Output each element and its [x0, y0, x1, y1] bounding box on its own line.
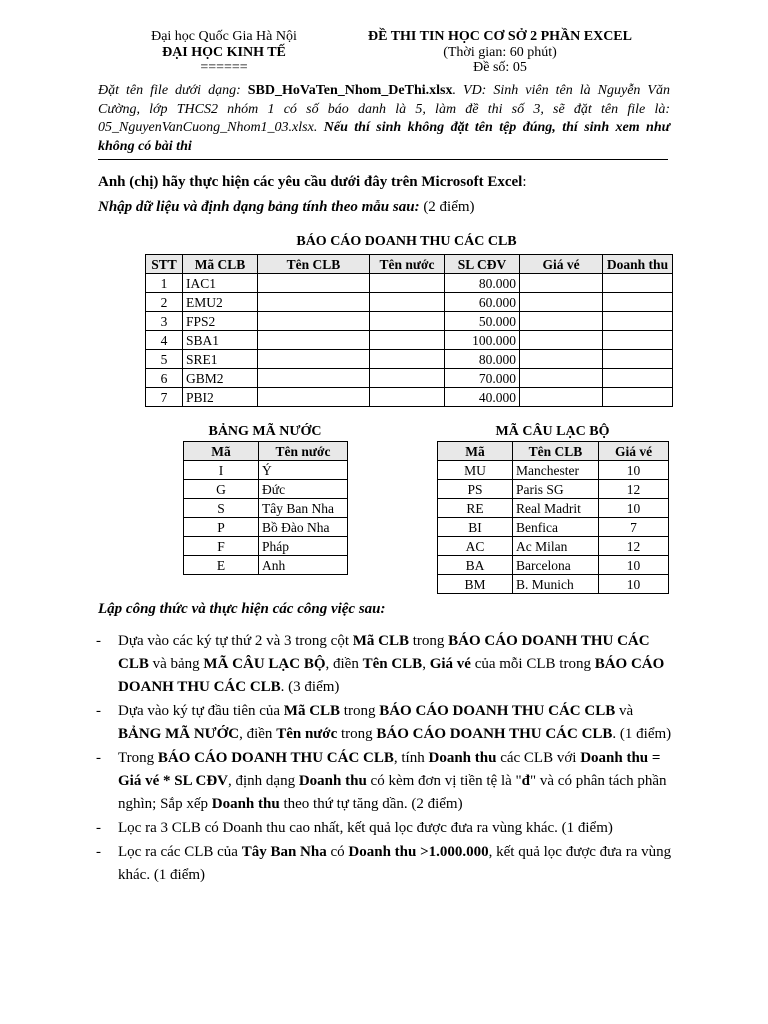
report-col-doanh-thu: Doanh thu [603, 255, 673, 274]
cell-sl-cdv: 80.000 [445, 274, 520, 293]
cell-country-code: F [184, 537, 259, 556]
task-text: và bảng [148, 656, 204, 672]
table-row [438, 480, 669, 499]
task-keyword: Tên CLB [362, 656, 423, 672]
tasks-heading: Lập công thức và thực hiện các công việc sau: [98, 601, 386, 617]
table-row [146, 331, 673, 350]
task-keyword: MÃ CÂU LẠC BỘ [203, 656, 326, 672]
cell-club-code: BA [438, 556, 513, 575]
instr-part1: Đặt tên file dưới dạng: [98, 83, 248, 98]
intro-text: Anh (chị) hãy thực hiện các yêu cầu dưới đây trên Microsoft Excel [98, 174, 523, 190]
cell-club-code: RE [438, 499, 513, 518]
task-text: Dựa vào các ký tự thứ 2 và 3 trong cột [118, 633, 353, 649]
table-row [146, 350, 673, 369]
task-keyword: Tây Ban Nha [241, 844, 327, 860]
task-text: của mỗi CLB trong [470, 656, 595, 672]
table-row [184, 518, 348, 537]
task-text: , kết quả lọc được đưa ra vùng khác. (1 điểm) [118, 844, 672, 883]
table-row [438, 461, 669, 480]
task-text: Lọc ra các CLB của [118, 844, 242, 860]
task-text: , định dạng [228, 773, 299, 789]
cell-gia-ve [520, 312, 603, 331]
cell-country-code: E [184, 556, 259, 575]
task-keyword: Giá vé [429, 656, 471, 672]
report-col-ten-nuoc: Tên nước [370, 255, 445, 274]
cell-country-name: Pháp [259, 537, 348, 556]
country-col-name: Tên nước [259, 442, 348, 461]
cell-gia-ve [520, 388, 603, 407]
cell-club-price: 12 [599, 537, 669, 556]
file-naming-instructions [98, 82, 670, 156]
cell-ma-clb: GBM2 [183, 369, 258, 388]
cell-doanh-thu [603, 350, 673, 369]
report-table [145, 254, 673, 407]
task-keyword: BÁO CÁO DOANH THU CÁC CLB [118, 656, 665, 695]
cell-country-code: S [184, 499, 259, 518]
table-row [184, 480, 348, 499]
club-col-code: Mã [438, 442, 513, 461]
cell-club-code: PS [438, 480, 513, 499]
cell-club-code: AC [438, 537, 513, 556]
task-input-line [98, 198, 678, 217]
table-row [146, 369, 673, 388]
task-text: có [326, 844, 349, 860]
cell-club-name: Ac Milan [513, 537, 599, 556]
task-list [96, 630, 673, 888]
task-item-4 [96, 817, 673, 840]
cell-sl-cdv: 60.000 [445, 293, 520, 312]
table-row [184, 556, 348, 575]
table-row [438, 556, 669, 575]
header-divider: ====== [200, 60, 248, 75]
report-title: BÁO CÁO DOANH THU CÁC CLB [296, 234, 517, 249]
task-text: Trong [118, 750, 158, 766]
cell-ten-clb [258, 312, 370, 331]
cell-doanh-thu [603, 388, 673, 407]
task-keyword: Doanh thu [298, 773, 367, 789]
task-text: và [615, 703, 634, 719]
instr-warning: Nếu thí sinh không đặt tên tệp đúng, thí sinh xem như không có bài thi [98, 120, 670, 154]
cell-stt: 4 [146, 331, 183, 350]
club-col-name: Tên CLB [513, 442, 599, 461]
task-text: . (3 điểm) [280, 679, 340, 695]
cell-club-price: 10 [599, 556, 669, 575]
cell-doanh-thu [603, 369, 673, 388]
cell-club-code: BI [438, 518, 513, 537]
cell-stt: 7 [146, 388, 183, 407]
cell-ma-clb: IAC1 [183, 274, 258, 293]
task-text: trong [409, 633, 449, 649]
report-col-stt: STT [146, 255, 183, 274]
task-text: , [422, 656, 430, 672]
exam-number: Đề số: 05 [473, 60, 527, 75]
task-text: , điền [325, 656, 363, 672]
cell-club-name: Real Madrit [513, 499, 599, 518]
task-keyword: đ [521, 773, 530, 789]
cell-club-name: Barcelona [513, 556, 599, 575]
task-text: Lọc ra 3 CLB có Doanh thu cao nhất, kết quả lọc được đưa ra vùng khác. (1 điểm) [118, 820, 613, 836]
task-item-2 [96, 700, 673, 746]
country-header-row [184, 442, 348, 461]
task-keyword: BÁO CÁO DOANH THU CÁC CLB [157, 750, 394, 766]
cell-stt: 3 [146, 312, 183, 331]
cell-country-code: P [184, 518, 259, 537]
task-keyword: BÁO CÁO DOANH THU CÁC CLB [118, 633, 650, 672]
cell-ma-clb: SBA1 [183, 331, 258, 350]
cell-club-price: 10 [599, 461, 669, 480]
table-row [146, 312, 673, 331]
table-row [146, 274, 673, 293]
cell-club-name: Manchester [513, 461, 599, 480]
school-name: Đại học Quốc Gia Hà Nội [151, 29, 297, 44]
report-header-row [146, 255, 673, 274]
task-keyword: Doanh thu [211, 796, 280, 812]
report-col-ten-clb: Tên CLB [258, 255, 370, 274]
cell-ten-nuoc [370, 369, 445, 388]
bullet-dash: - [96, 750, 101, 766]
cell-ten-nuoc [370, 293, 445, 312]
table-row [438, 518, 669, 537]
bullet-dash: - [96, 844, 101, 860]
cell-gia-ve [520, 274, 603, 293]
task-text: theo thứ tự tăng dần. (2 điểm) [279, 796, 463, 812]
cell-club-code: BM [438, 575, 513, 594]
cell-gia-ve [520, 331, 603, 350]
cell-country-code: I [184, 461, 259, 480]
cell-club-price: 7 [599, 518, 669, 537]
cell-country-name: Bồ Đào Nha [259, 518, 348, 537]
cell-sl-cdv: 50.000 [445, 312, 520, 331]
country-code-table [183, 441, 348, 575]
task-text: trong [340, 703, 380, 719]
cell-doanh-thu [603, 274, 673, 293]
cell-ten-nuoc [370, 331, 445, 350]
cell-club-price: 10 [599, 499, 669, 518]
cell-doanh-thu [603, 331, 673, 350]
task-text: các CLB với [496, 750, 581, 766]
cell-ten-clb [258, 274, 370, 293]
instr-example: . VD: Sinh viên tên là Nguyễn Văn Cường, lớp THCS2 nhóm 1 có số báo danh là 5, làm đề thi số 3, sẽ đặt tên file là: 05_NguyenVanCuong_Nhom1_03.xlsx. [98, 83, 670, 135]
cell-ma-clb: PBI2 [183, 388, 258, 407]
horizontal-rule [98, 159, 668, 160]
cell-club-price: 12 [599, 480, 669, 499]
task-keyword: Tên nước [276, 726, 338, 742]
bullet-dash: - [96, 820, 101, 836]
exam-time: (Thời gian: 60 phút) [443, 45, 557, 60]
cell-ten-clb [258, 350, 370, 369]
task-keyword: Doanh thu [428, 750, 497, 766]
task-text: có kèm đơn vị tiền tệ là " [366, 773, 522, 789]
task-keyword: Mã CLB [352, 633, 409, 649]
cell-country-name: Ý [259, 461, 348, 480]
cell-country-name: Đức [259, 480, 348, 499]
cell-gia-ve [520, 350, 603, 369]
task-input-points: (2 điểm) [419, 199, 475, 215]
table-row [146, 293, 673, 312]
task-keyword: BÁO CÁO DOANH THU CÁC CLB [376, 726, 613, 742]
cell-country-name: Anh [259, 556, 348, 575]
instr-filename-pattern: SBD_HoVaTen_Nhom_DeThi.xlsx [247, 83, 453, 98]
cell-ma-clb: SRE1 [183, 350, 258, 369]
cell-stt: 1 [146, 274, 183, 293]
table-row [184, 537, 348, 556]
task-keyword: BÁO CÁO DOANH THU CÁC CLB [379, 703, 616, 719]
cell-club-code: MU [438, 461, 513, 480]
task-text: . (1 điểm) [612, 726, 672, 742]
table-row [438, 575, 669, 594]
task-item-1 [96, 630, 673, 699]
cell-club-name: Paris SG [513, 480, 599, 499]
cell-doanh-thu [603, 293, 673, 312]
cell-ten-nuoc [370, 312, 445, 331]
cell-country-name: Tây Ban Nha [259, 499, 348, 518]
cell-club-name: B. Munich [513, 575, 599, 594]
cell-stt: 5 [146, 350, 183, 369]
task-text: " và có phân tách phần nghìn; Sắp xếp [118, 773, 667, 812]
cell-gia-ve [520, 369, 603, 388]
task-text: Dựa vào ký tự đầu tiên của [118, 703, 284, 719]
cell-sl-cdv: 100.000 [445, 331, 520, 350]
cell-ten-clb [258, 369, 370, 388]
cell-sl-cdv: 80.000 [445, 350, 520, 369]
country-col-code: Mã [184, 442, 259, 461]
cell-ten-clb [258, 388, 370, 407]
task-item-5 [96, 841, 673, 887]
cell-ten-nuoc [370, 274, 445, 293]
country-table-title: BẢNG MÃ NƯỚC [208, 424, 322, 439]
cell-ten-nuoc [370, 388, 445, 407]
task-text: , điền [239, 726, 277, 742]
task-input-text: Nhập dữ liệu và định dạng bảng tính theo mẫu sau: [98, 199, 420, 215]
cell-country-code: G [184, 480, 259, 499]
bullet-dash: - [96, 633, 101, 649]
club-table-title: MÃ CÂU LẠC BỘ [495, 424, 610, 439]
cell-doanh-thu [603, 312, 673, 331]
club-header-row [438, 442, 669, 461]
club-code-table [437, 441, 669, 594]
table-row [184, 499, 348, 518]
task-item-3 [96, 747, 673, 816]
cell-ten-clb [258, 331, 370, 350]
task-text: , tính [393, 750, 429, 766]
report-col-gia-ve: Giá vé [520, 255, 603, 274]
cell-stt: 6 [146, 369, 183, 388]
cell-gia-ve [520, 293, 603, 312]
table-row [438, 537, 669, 556]
report-col-sl-cdv: SL CĐV [445, 255, 520, 274]
cell-ma-clb: FPS2 [183, 312, 258, 331]
cell-stt: 2 [146, 293, 183, 312]
cell-ten-clb [258, 293, 370, 312]
club-col-price: Giá vé [599, 442, 669, 461]
report-col-ma-clb: Mã CLB [183, 255, 258, 274]
intro-colon: : [522, 174, 527, 190]
cell-sl-cdv: 40.000 [445, 388, 520, 407]
task-keyword: Doanh thu = Giá vé * SL CĐV [118, 750, 661, 789]
task-text: trong [337, 726, 377, 742]
cell-club-price: 10 [599, 575, 669, 594]
faculty-name: ĐẠI HỌC KINH TẾ [162, 45, 286, 60]
exam-title: ĐỀ THI TIN HỌC CƠ SỞ 2 PHẦN EXCEL [368, 29, 632, 44]
cell-sl-cdv: 70.000 [445, 369, 520, 388]
task-keyword: BẢNG MÃ NƯỚC [118, 726, 240, 742]
table-row [184, 461, 348, 480]
bullet-dash: - [96, 703, 101, 719]
task-keyword: Mã CLB [283, 703, 341, 719]
cell-ten-nuoc [370, 350, 445, 369]
table-row [146, 388, 673, 407]
cell-ma-clb: EMU2 [183, 293, 258, 312]
cell-club-name: Benfica [513, 518, 599, 537]
intro-line [98, 173, 678, 192]
task-keyword: Doanh thu >1.000.000 [348, 844, 489, 860]
table-row [438, 499, 669, 518]
